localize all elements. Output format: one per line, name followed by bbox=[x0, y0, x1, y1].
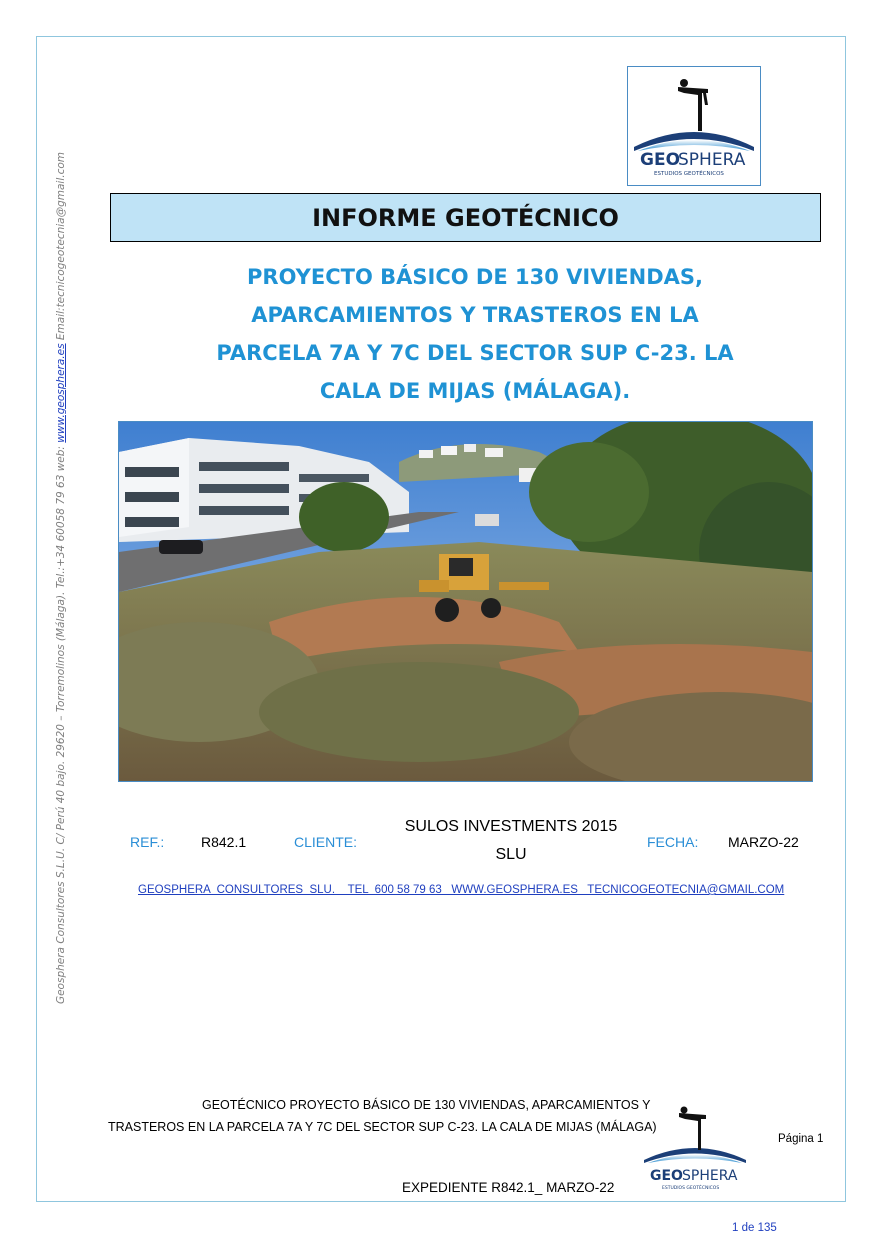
expediente: EXPEDIENTE R842.1_ MARZO-22 bbox=[402, 1180, 615, 1195]
ref-value: R842.1 bbox=[201, 834, 247, 850]
footer-logo-brand-light: SPHERA bbox=[682, 1168, 738, 1184]
report-title-box bbox=[110, 193, 821, 242]
footer-title-line: TRASTEROS EN LA PARCELA 7A Y 7C DEL SECTOR SUP C-23. LA CALA DE MIJAS (MÁLAGA) bbox=[108, 1120, 657, 1134]
sidebar-address: Geosphera Consultores S.L.U. C/ Perú 40 bajo. 29620 – Torremolinos (Málaga). Tel.:+34 60058 79 63 web: bbox=[55, 442, 67, 1005]
client-label: CLIENTE: bbox=[294, 834, 358, 850]
logo-brand-light: SPHERA bbox=[678, 150, 746, 170]
page-count: 1 de 135 bbox=[732, 1222, 777, 1234]
project-title-line: APARCAMIENTOS Y TRASTEROS EN LA bbox=[251, 303, 699, 327]
ref-label: REF.: bbox=[130, 834, 165, 850]
client-name-line: SLU bbox=[495, 846, 527, 863]
project-title-line: CALA DE MIJAS (MÁLAGA). bbox=[319, 379, 631, 403]
site-photo bbox=[118, 421, 813, 782]
project-title-line: PROYECTO BÁSICO DE 130 VIVIENDAS, bbox=[247, 265, 703, 289]
footer-logo-icon bbox=[640, 1100, 750, 1196]
footer-logo-brand-bold: GEO bbox=[650, 1168, 683, 1184]
page-label: Página 1 bbox=[778, 1133, 824, 1145]
report-title: INFORME GEOTÉCNICO bbox=[312, 203, 619, 232]
project-title-line: PARCELA 7A Y 7C DEL SECTOR SUP C-23. LA bbox=[216, 341, 734, 365]
geosphera-logo-icon bbox=[628, 67, 760, 185]
sidebar-web-link[interactable]: www.geosphera.es bbox=[55, 343, 67, 443]
project-title bbox=[170, 258, 780, 410]
footer-logo-tagline: ESTUDIOS GEOTÉCNICOS bbox=[662, 1186, 720, 1191]
geosphera-logo bbox=[627, 66, 761, 186]
client-name bbox=[398, 813, 624, 869]
date-value: MARZO-22 bbox=[728, 834, 799, 850]
footer-title-line: GEOTÉCNICO PROYECTO BÁSICO DE 130 VIVIENDAS, APARCAMIENTOS Y bbox=[202, 1098, 651, 1112]
sidebar-email: Email:tecnicogeotecnia@gmail.com bbox=[55, 151, 67, 344]
site-photo-image bbox=[119, 422, 812, 781]
contact-line[interactable]: GEOSPHERA CONSULTORES SLU. TEL 600 58 79 63 WWW.GEOSPHERA.ES TECNICOGEOTECNIA@GMAIL.COM bbox=[138, 884, 785, 896]
logo-brand-bold: GEO bbox=[640, 150, 681, 170]
date-label: FECHA: bbox=[647, 834, 699, 850]
sidebar-contact-text bbox=[55, 148, 69, 1008]
client-name-line: SULOS INVESTMENTS 2015 bbox=[404, 818, 618, 835]
logo-tagline: ESTUDIOS GEOTÉCNICOS bbox=[654, 171, 724, 177]
footer-geosphera-logo bbox=[640, 1100, 750, 1196]
